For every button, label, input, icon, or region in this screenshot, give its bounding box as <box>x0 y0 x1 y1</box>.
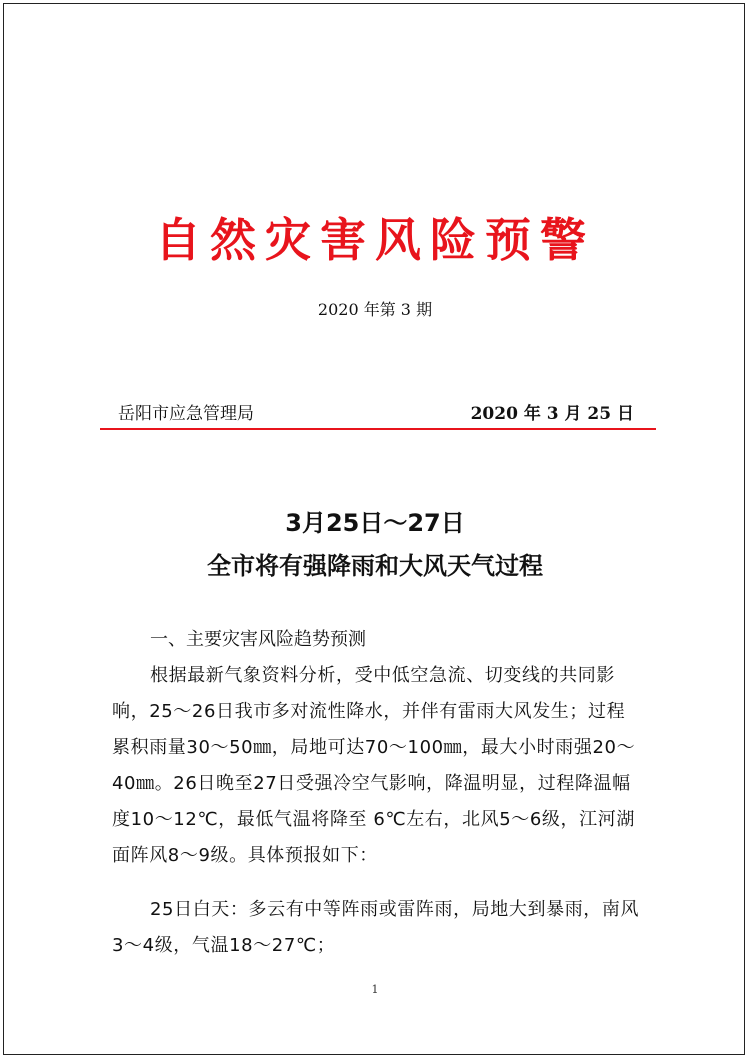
forecast-paragraph-1: 根据最新气象资料分析，受中低空急流、切变线的共同影响，25～26日我市多对流性降水，并伴有雷雨大风发生；过程累积雨量30～50㎜，局地可达70～100㎜，最大小时雨强20～40㎜。26日晚至27日受强冷空气影响，降温明显，过程降温幅度10～12℃，最低气温将降至 6℃左右，北风5～6级，江河湖面阵风8～9级。具体预报如下： <box>112 665 636 866</box>
headline-date-range: 3月25日～27日 <box>285 509 465 537</box>
red-divider-line <box>100 428 656 430</box>
section-heading: 一、主要灾害风险趋势预测 <box>150 629 366 650</box>
page-number: 1 <box>371 983 379 996</box>
issue-date: 2020 年 3 月 25 日 <box>470 404 634 424</box>
issue-number: 2020 年第 3 期 <box>317 300 433 319</box>
headline-title: 全市将有强降雨和大风天气过程 <box>207 552 543 580</box>
issuing-agency: 岳阳市应急管理局 <box>118 404 254 424</box>
document-masthead-title: 自然灾害风险预警 <box>155 213 595 267</box>
forecast-paragraph-2: 25日白天：多云有中等阵雨或雷阵雨，局地大到暴雨，南风3～4级，气温18～27℃； <box>112 899 640 956</box>
